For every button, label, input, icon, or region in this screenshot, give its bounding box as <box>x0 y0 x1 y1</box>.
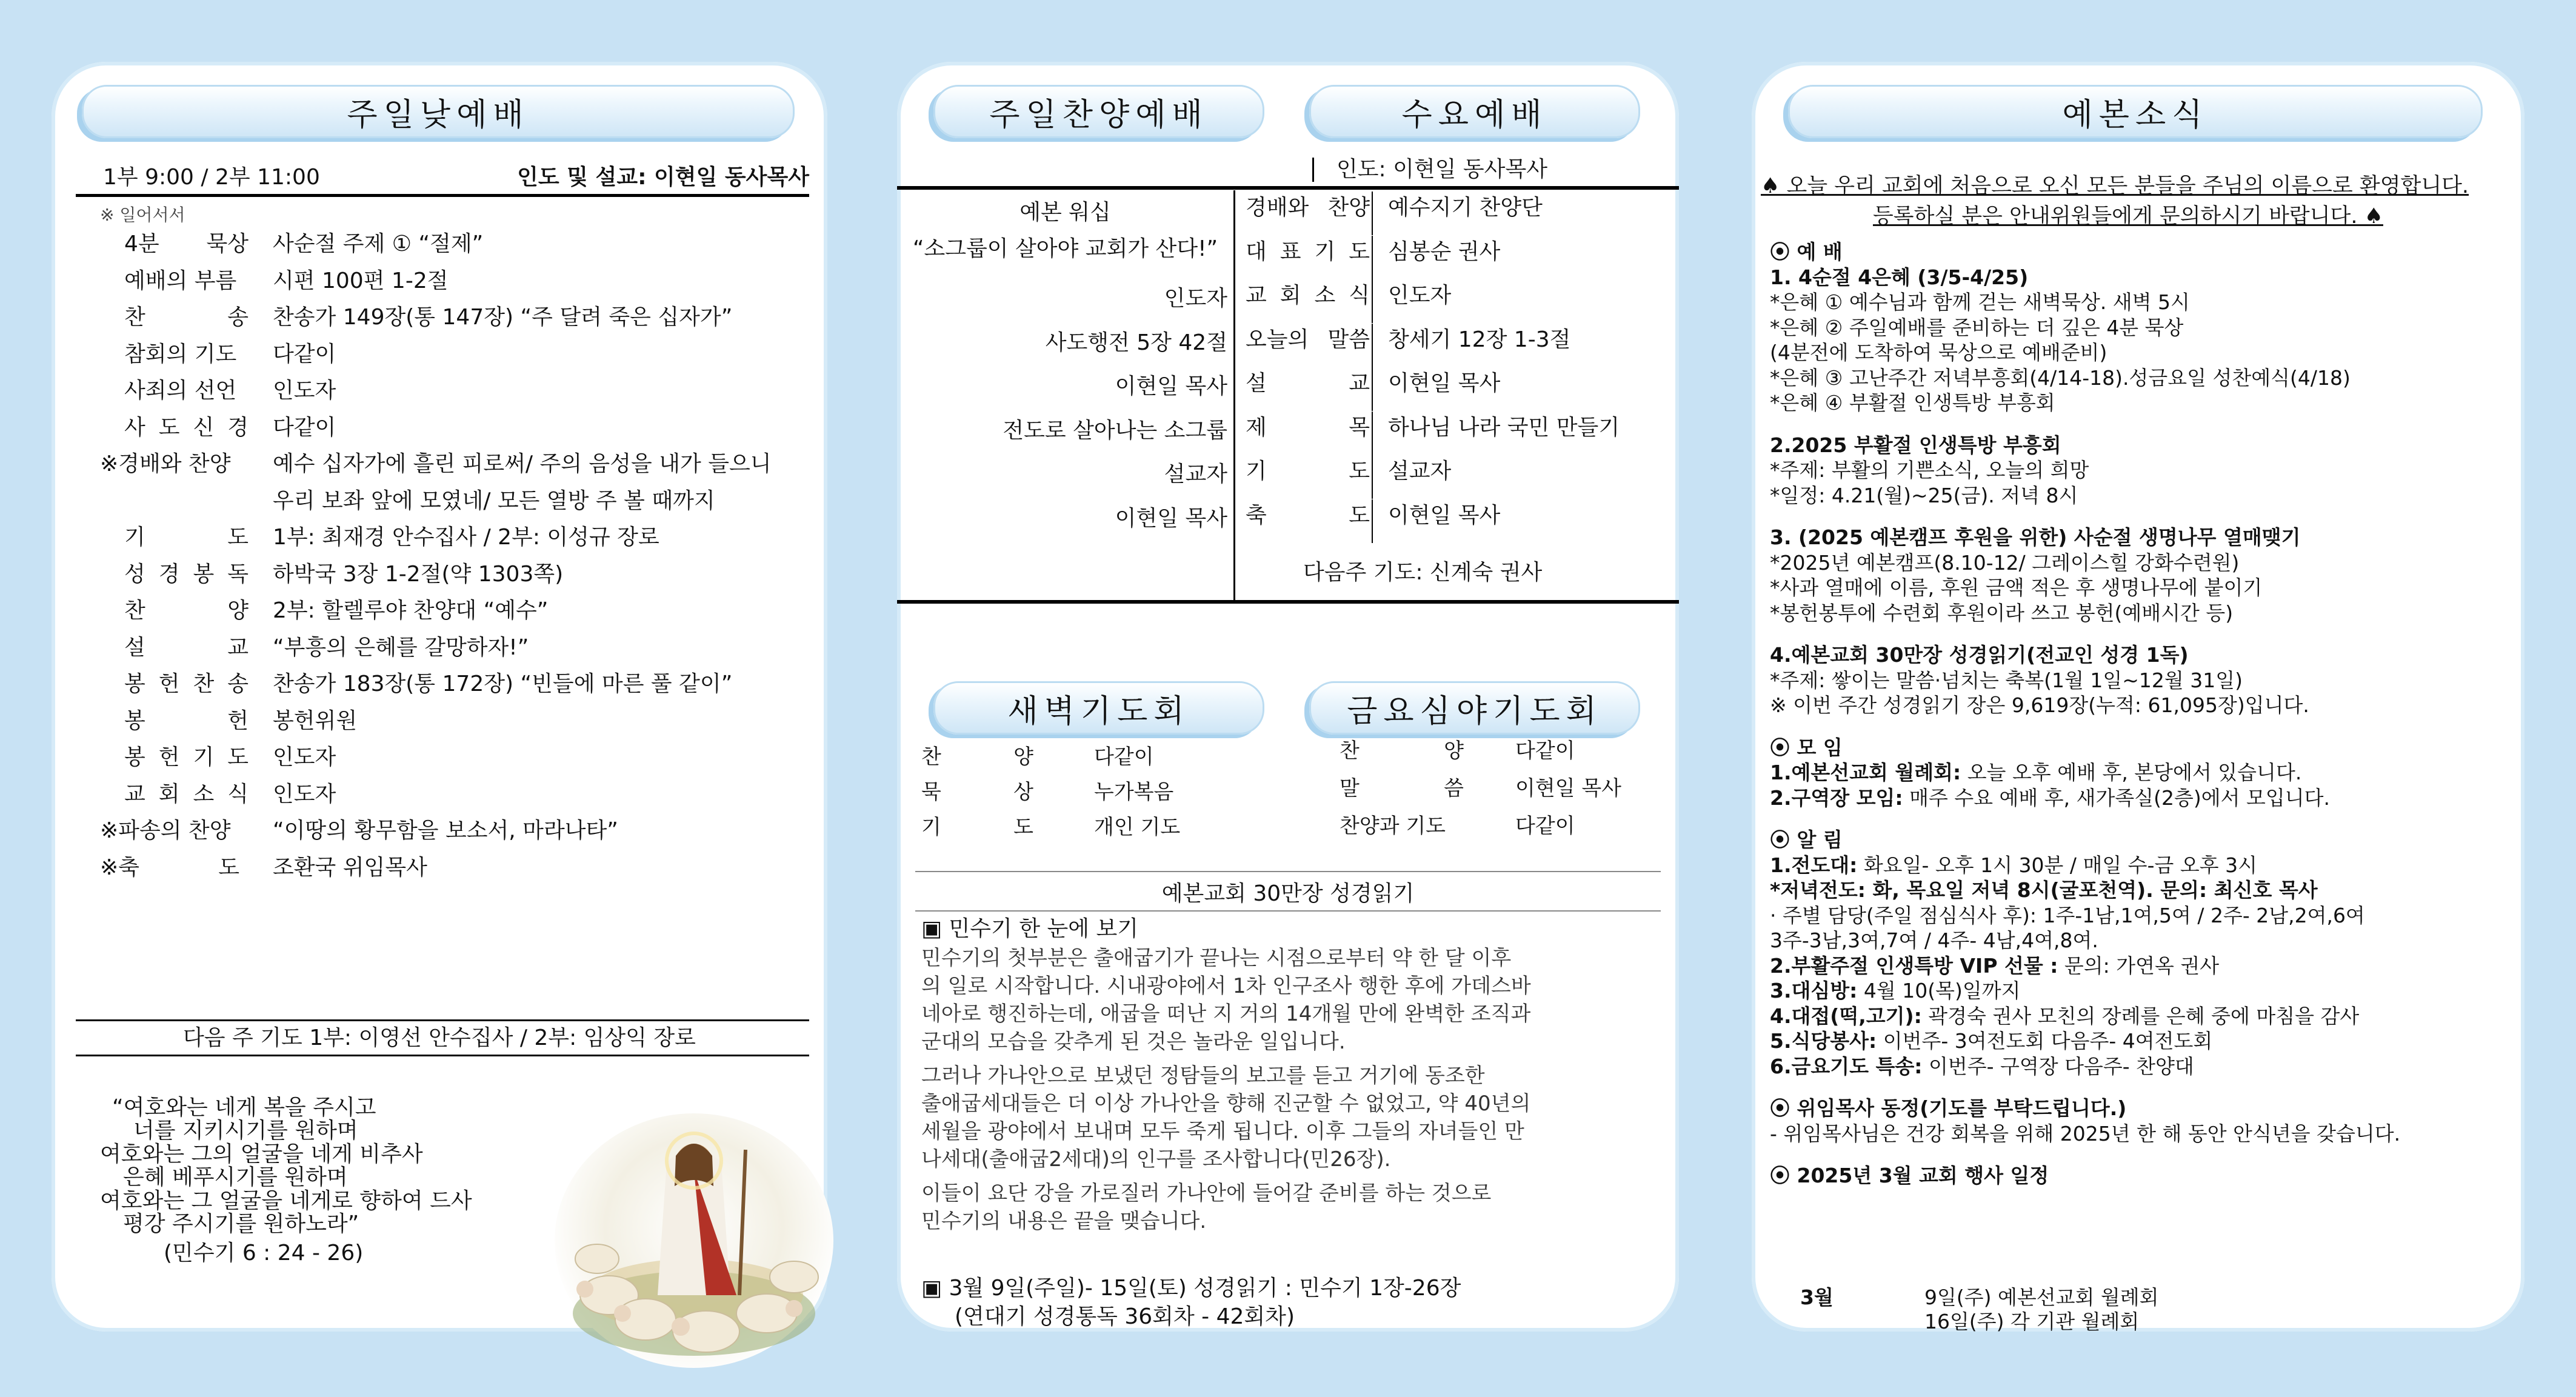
news-line: ⦿ 예 배 <box>1770 240 1843 264</box>
panel-title: 예본소식 <box>1788 85 2483 138</box>
label-part: 기 <box>1246 459 1267 484</box>
label-part: 교 <box>1246 283 1267 308</box>
order-label <box>124 598 249 623</box>
news-line: (4분전에 도착하여 묵상으로 예배준비) <box>1770 341 2107 364</box>
wednesday-label <box>1246 371 1370 396</box>
divider <box>1372 236 1373 279</box>
order-label-part: 봉 <box>124 745 145 770</box>
order-label-part: 교 <box>227 635 249 660</box>
wednesday-value: 이현일 목사 <box>1388 502 1501 528</box>
order-label <box>100 452 249 476</box>
friday-label <box>1340 777 1464 801</box>
order-label <box>124 232 249 256</box>
order-label-part: 송 <box>227 305 249 330</box>
sunday-praise-title: 주일찬양예배 <box>933 85 1264 138</box>
divider <box>915 871 1661 872</box>
numbers-text-line: 민수기의 내용은 끝을 맺습니다. <box>921 1209 1207 1233</box>
order-value: “부흥의 은혜를 갈망하자!” <box>273 635 529 660</box>
news-line: 4.예본교회 30만장 성경읽기(전교인 성경 1독) <box>1770 643 2189 667</box>
news-line-lead: 3.대심방: <box>1770 979 1858 1002</box>
friday-prayer-title: 금요심야기도회 <box>1309 681 1640 735</box>
order-value: 찬송가 149장(통 147장) “주 달려 죽은 십자가” <box>273 305 733 330</box>
order-label-part: 송 <box>227 672 249 696</box>
numbers-text-line: 네아로 행진하는데, 애굽을 떠난 지 거의 14개월 만에 완벽한 조직과 <box>921 1002 1531 1026</box>
friday-value: 다같이 <box>1515 814 1575 838</box>
order-label-part: 예배의 부름 <box>124 268 237 293</box>
order-label-part: 독 <box>227 561 249 587</box>
wednesday-label <box>1246 195 1370 220</box>
divider <box>76 1055 809 1056</box>
news-line: ⦿ 2025년 3월 교회 행사 일정 <box>1770 1164 2049 1187</box>
label-part: 경배와 <box>1246 195 1309 220</box>
divider <box>1372 367 1373 411</box>
bible-reading-title: 예본교회 30만장 성경읽기 <box>1161 881 1415 906</box>
news-line <box>1770 787 2330 810</box>
order-label-part: 기 <box>193 745 215 770</box>
order-label <box>124 635 249 660</box>
order-label-part: 묵상 <box>206 232 249 256</box>
order-value: 인도자 <box>273 745 336 770</box>
news-line <box>1770 761 2301 784</box>
order-label-part: 찬 <box>124 305 145 330</box>
news-line: 1. 4순절 4은혜 (3/5-4/25) <box>1770 265 2029 289</box>
order-label-part: 찬 <box>193 672 215 696</box>
dawn-label <box>921 816 1033 839</box>
order-label-part: 경 <box>158 561 180 587</box>
order-value: 다같이 <box>273 341 336 367</box>
dawn-label <box>921 745 1033 769</box>
wednesday-value: 예수지기 찬양단 <box>1388 195 1543 220</box>
numbers-text-line: 이들이 요단 강을 가로질러 가나안에 들어갈 준비를 하는 것으로 <box>921 1181 1492 1205</box>
order-label-part: 봉 <box>124 708 145 733</box>
news-line: ⦿ 모 임 <box>1770 735 1843 759</box>
order-label <box>124 562 249 587</box>
news-line-lead: 2.구역장 모임: <box>1770 785 1903 810</box>
order-label-part: 신 <box>193 415 215 440</box>
sunday-praise-item: 설교자 <box>1164 462 1227 487</box>
order-label <box>124 745 249 770</box>
label-part: 찬 <box>1340 739 1360 763</box>
news-line: ⦿ 위임목사 동정(기도를 부탁드립니다.) <box>1770 1096 2127 1120</box>
label-part: 찬 <box>921 745 941 769</box>
order-label-part: 양 <box>227 598 249 623</box>
sunday-praise-item: 이현일 목사 <box>1115 374 1227 399</box>
wednesday-title: 수요예배 <box>1309 85 1640 138</box>
sunday-praise-and-wednesday-panel <box>897 62 1679 1332</box>
reading-week: ▣ 3월 9일(주일)- 15일(토) 성경읽기 : 민수기 1장-26장 <box>921 1276 1461 1301</box>
news-line-rest: 곽경숙 권사 모친의 장례를 은혜 중에 마침을 감사 <box>1921 1004 2360 1028</box>
news-line: *은혜 ④ 부활절 인생특방 부흥회 <box>1770 391 2055 415</box>
next-week-prayer: 다음 주 기도 1부: 이영선 안수집사 / 2부: 임상익 장로 <box>183 1025 696 1050</box>
news-line <box>1770 1055 2194 1078</box>
order-label <box>124 525 249 550</box>
news-line: ※ 이번 주간 성경읽기 장은 9,619장(누적: 61,095장)입니다. <box>1770 693 2309 717</box>
divider <box>1372 412 1373 455</box>
divider <box>897 600 1679 604</box>
news-line-rest: 4월 10(목)일까지 <box>1857 979 2021 1002</box>
order-label-part: 회 <box>158 781 180 807</box>
order-label <box>124 672 249 696</box>
order-label-part: 교 <box>124 781 145 807</box>
label-part: 회 <box>1280 283 1301 308</box>
reading-week-rounds: (연대기 성경통독 36회차 - 42회차) <box>955 1304 1295 1329</box>
news-line: *주제: 쌓이는 말씀·넘치는 축복(1월 1일~12월 31일) <box>1770 668 2243 692</box>
verse-reference: (민수기 6 : 24 - 26) <box>164 1241 364 1265</box>
verse-line: 너를 지키시기를 원하며 <box>133 1118 358 1143</box>
news-line: 2.2025 부활절 인생특방 부흥회 <box>1770 433 2061 457</box>
friday-label <box>1340 815 1464 838</box>
news-line-lead: 6.금요기도 특송: <box>1770 1054 1923 1078</box>
label-part: 양 <box>1013 745 1033 769</box>
order-label <box>124 378 249 403</box>
order-value: 봉헌위원 <box>273 708 358 733</box>
label-part: 오늘의 <box>1246 327 1309 352</box>
verse-line: 여호와는 그 얼굴을 네게로 향하여 드사 <box>100 1189 472 1213</box>
order-label-part: 사 <box>124 415 145 440</box>
label-part: 말씀 <box>1327 327 1370 352</box>
divider <box>915 910 1661 912</box>
divider <box>1372 279 1373 323</box>
numbers-text-line: 군대의 모습을 갖추게 된 것은 놀라운 일입니다. <box>921 1030 1346 1054</box>
church-news-panel <box>1752 62 2524 1332</box>
divider <box>76 1019 809 1021</box>
label-part: 대 <box>1246 239 1267 264</box>
order-label-part: 봉 <box>193 561 215 587</box>
shepherd-illustration <box>555 1113 833 1368</box>
dawn-value: 다같이 <box>1094 745 1154 769</box>
order-value: 찬송가 183장(통 172장) “빈들에 마른 풀 같이” <box>273 672 733 696</box>
news-line <box>1770 854 2257 877</box>
wednesday-value: 하나님 나라 국민 만들기 <box>1388 415 1620 440</box>
divider <box>1312 158 1314 182</box>
news-line: *은혜 ③ 고난주간 저녁부흥회(4/14-18).성금요일 성찬예식(4/18) <box>1770 365 2351 390</box>
divider <box>1372 192 1373 235</box>
news-line-lead: 5.식당봉사: <box>1770 1029 1877 1053</box>
news-line: 3. (2025 예본캠프 후원을 위한) 사순절 생명나무 열매맺기 <box>1770 525 2301 549</box>
sunday-praise-item: 이현일 목사 <box>1115 505 1227 531</box>
order-label <box>124 709 249 733</box>
sunday-praise-item: 인도자 <box>1164 286 1227 311</box>
news-line-rest: 화요일- 오후 1시 30분 / 매일 수-금 오후 3시 <box>1857 853 2257 877</box>
news-line: · 주별 담당(주일 점심식사 후): 1주-1남,1여,5여 / 2주- 2남,2여,6여 <box>1770 903 2365 927</box>
news-line: *저녁전도: 화, 목요일 저녁 8시(굴포천역). 문의: 최신호 목사 <box>1770 878 2318 902</box>
order-label <box>124 415 249 440</box>
label-part: 제 <box>1246 415 1267 440</box>
wednesday-leader: 인도: 이현일 동사목사 <box>1336 157 1547 182</box>
schedule-item: 9일(주) 예본선교회 월례회 <box>1924 1285 2159 1309</box>
news-line: *일정: 4.21(월)~25(금). 저녁 8시 <box>1770 483 2078 507</box>
wednesday-next-prayer: 다음주 기도: 신계숙 권사 <box>1303 560 1543 585</box>
verse-line: “여호와는 네게 복을 주시고 <box>112 1095 376 1120</box>
wednesday-value: 설교자 <box>1388 459 1452 484</box>
label-part: 도 <box>1349 502 1370 528</box>
order-label-part: 설 <box>124 635 145 660</box>
divider <box>1372 324 1373 367</box>
wednesday-label <box>1246 459 1370 484</box>
news-line: - 위임목사님은 건강 회복을 위해 2025년 한 해 동안 안식년을 갖습니다. <box>1770 1121 2401 1145</box>
dawn-value: 개인 기도 <box>1094 815 1181 839</box>
label-part: 교 <box>1349 371 1370 396</box>
dawn-prayer-title: 새벽기도회 <box>933 681 1264 735</box>
news-line-rest: 매주 수요 예배 후, 새가족실(2층)에서 모입니다. <box>1903 785 2331 810</box>
wednesday-label <box>1246 503 1370 528</box>
service-times: 1부 9:00 / 2부 11:00 <box>103 165 320 190</box>
news-line-lead: 1.예본선교회 월례회: <box>1770 761 1961 784</box>
sunday-praise-item: 전도로 살아나는 소그룹 <box>1003 418 1227 443</box>
order-label-part: ※축 <box>100 855 139 880</box>
news-line: *2025년 예본캠프(8.10-12/ 그레이스힐 강화수련원) <box>1770 550 2240 575</box>
order-label <box>100 818 249 843</box>
order-label <box>124 268 249 293</box>
news-line: *은혜 ① 예수님과 함께 걷는 새벽묵상. 새벽 5시 <box>1770 290 2190 314</box>
numbers-overview-heading: ▣ 민수기 한 눈에 보기 <box>921 916 1138 941</box>
order-value: 1부: 최재경 안수집사 / 2부: 이성규 장로 <box>273 525 659 550</box>
numbers-text-line: 그러나 가나안으로 보냈던 정탐들의 보고를 듣고 거기에 동조한 <box>921 1064 1485 1088</box>
label-part: 소 <box>1314 283 1336 308</box>
label-part: 상 <box>1013 780 1033 804</box>
wednesday-label <box>1246 415 1370 440</box>
label-part: 표 <box>1280 239 1301 264</box>
sunday-praise-item: 예본 워십 <box>1019 200 1111 225</box>
verse-line: 여호와는 그의 얼굴을 네게 비추사 <box>100 1142 423 1167</box>
news-line-rest: 이번주- 구역장 다음주- 찬양대 <box>1922 1054 2194 1078</box>
label-part: 도 <box>1013 815 1033 839</box>
order-label-part: 사죄의 선언 <box>124 378 237 403</box>
label-part: 기 <box>921 815 941 839</box>
wednesday-label <box>1246 327 1370 352</box>
verse-line: 은혜 베푸시기를 원하며 <box>123 1165 348 1190</box>
order-label-part: 소 <box>193 781 215 807</box>
order-value: 예수 십자가에 흘린 피로써/ 주의 음성을 내가 들으니 <box>273 452 772 476</box>
order-label <box>124 342 249 367</box>
numbers-text-line: 세월을 광야에서 보내며 모두 죽게 됩니다. 이후 그들의 자녀들인 만 <box>921 1119 1524 1144</box>
panel-title: 주일낮예배 <box>82 85 795 138</box>
order-label-part: 찬 <box>124 598 145 623</box>
label-part: 묵 <box>921 780 941 804</box>
wednesday-label <box>1246 283 1370 308</box>
order-value: “이땅의 황무함을 보소서, 마라나타” <box>273 818 618 843</box>
order-label-part: 도 <box>158 415 180 440</box>
schedule-month: 3월 <box>1800 1285 1834 1309</box>
label-part: 씀 <box>1444 776 1464 801</box>
news-line-rest: 이번주- 3여전도회 다음주- 4여전도회 <box>1877 1029 2213 1053</box>
news-line: 3주-3남,3여,7여 / 4주- 4남,4여,8여. <box>1770 929 2098 952</box>
order-label-part: 성 <box>124 561 145 587</box>
order-value: 시편 100편 1-2절 <box>273 268 449 293</box>
order-label-part: 헌 <box>158 745 180 770</box>
dawn-label <box>921 781 1033 804</box>
sunday-praise-item: “소그룹이 살아야 교회가 산다!” <box>912 236 1218 261</box>
sunday-morning-worship-panel <box>52 62 827 1332</box>
service-leader: 인도 및 설교: 이현일 동사목사 <box>517 165 809 190</box>
order-label-part: 참회의 기도 <box>124 341 237 367</box>
order-label <box>124 782 249 807</box>
standing-note: ※ 일어서서 <box>100 205 185 225</box>
order-value: 2부: 할렐루야 찬양대 “예수” <box>273 598 549 623</box>
news-line: *은혜 ② 주일예배를 준비하는 더 깊은 4분 묵상 <box>1770 315 2184 339</box>
label-part: 식 <box>1349 283 1370 308</box>
news-line <box>1770 955 2219 978</box>
label-part: 도 <box>1349 459 1370 484</box>
dawn-value: 누가복음 <box>1094 780 1174 804</box>
numbers-text-line: 민수기의 첫부분은 출애굽기가 끝나는 시점으로부터 약 한 달 이후 <box>921 946 1512 970</box>
order-label <box>124 305 249 330</box>
news-line-rest: 문의: 가연옥 권사 <box>2058 953 2220 978</box>
label-part: 양 <box>1444 739 1464 763</box>
order-label-part: 경 <box>227 415 249 440</box>
news-line-lead: 2.부활주절 인생특방 VIP 선물 : <box>1770 953 2058 978</box>
order-label-part: 헌 <box>227 708 249 733</box>
numbers-text-line: 출애굽세대들은 더 이상 가나안을 향해 진군할 수 없었고, 약 40년의 <box>921 1092 1531 1116</box>
label-part: 찬양과 기도 <box>1340 814 1446 838</box>
divider <box>1233 190 1235 602</box>
numbers-text-line: 의 일로 시작합니다. 시내광야에서 1차 인구조사 행한 후에 가데스바 <box>921 974 1531 998</box>
schedule-item: 16일(주) 각 기관 월례회 <box>1924 1310 2140 1333</box>
welcome-line: ♠ 오늘 우리 교회에 처음으로 오신 모든 분들을 주님의 이름으로 환영합니다. <box>1761 174 2469 198</box>
news-line: *사과 열매에 이름, 후원 금액 적은 후 생명나무에 붙이기 <box>1770 576 2263 599</box>
sunday-praise-item: 사도행전 5장 42절 <box>1045 330 1227 355</box>
order-label-part: ※파송의 찬양 <box>100 818 231 843</box>
news-line <box>1770 1030 2212 1053</box>
welcome-line: 등록하실 분은 안내위원들에게 문의하시기 바랍니다. ♠ <box>1873 204 2383 228</box>
order-value: 다같이 <box>273 415 336 440</box>
news-line-lead: 4.대접(떡,고기): <box>1770 1004 1922 1028</box>
order-label-part: ※경배와 찬양 <box>100 452 231 476</box>
label-part: 찬양 <box>1327 195 1370 220</box>
order-value: 인도자 <box>273 378 336 403</box>
order-label-part: 봉 <box>124 672 145 696</box>
friday-value: 다같이 <box>1515 739 1575 763</box>
numbers-text-line: 나세대(출애굽2세대)의 인구를 조사합니다(민26장). <box>921 1147 1391 1172</box>
order-value: 하박국 3장 1-2절(약 1303쪽) <box>273 561 564 587</box>
order-value: 사순절 주제 ① “절제” <box>273 232 484 256</box>
label-part: 기 <box>1314 239 1336 264</box>
wednesday-value: 이현일 목사 <box>1388 371 1501 396</box>
order-label-part: 도 <box>227 745 249 770</box>
order-label-part: 도 <box>218 855 239 880</box>
order-value: 우리 보좌 앞에 모였네/ 모든 열방 주 볼 때까지 <box>273 488 715 513</box>
verse-line: 평강 주시기를 원하노라” <box>123 1212 359 1236</box>
wednesday-value: 인도자 <box>1388 283 1452 308</box>
news-line <box>1770 1005 2359 1028</box>
order-label <box>100 855 239 880</box>
friday-value: 이현일 목사 <box>1515 776 1622 801</box>
friday-label <box>1340 739 1464 763</box>
order-value: 인도자 <box>273 781 336 807</box>
wednesday-value: 창세기 12장 1-3절 <box>1388 327 1571 352</box>
order-label-part: 식 <box>227 781 249 807</box>
divider <box>1372 499 1373 543</box>
news-line-lead: 1.전도대: <box>1770 853 1858 877</box>
label-part: 축 <box>1246 502 1267 528</box>
label-part: 말 <box>1340 776 1360 801</box>
order-label-part: 헌 <box>158 672 180 696</box>
news-line-rest: 오늘 오후 예배 후, 본당에서 있습니다. <box>1961 761 2302 784</box>
label-part: 도 <box>1349 239 1370 264</box>
order-label-part: 4분 <box>124 232 159 256</box>
divider <box>76 194 809 197</box>
order-value: 조환국 위임목사 <box>273 855 427 880</box>
news-line: ⦿ 알 림 <box>1770 828 1843 852</box>
divider <box>897 186 1679 190</box>
order-label-part: 도 <box>227 525 249 550</box>
label-part: 목 <box>1349 415 1370 440</box>
news-line: *봉헌봉투에 수련회 후원이라 쓰고 봉헌(예배시간 등) <box>1770 601 2234 625</box>
label-part: 설 <box>1246 371 1267 396</box>
divider <box>1372 455 1373 499</box>
news-line: *주제: 부활의 기쁜소식, 오늘의 희망 <box>1770 458 2089 482</box>
news-line <box>1770 979 2020 1002</box>
wednesday-label <box>1246 239 1370 264</box>
wednesday-value: 심봉순 권사 <box>1388 239 1501 264</box>
order-label-part: 기 <box>124 525 145 550</box>
